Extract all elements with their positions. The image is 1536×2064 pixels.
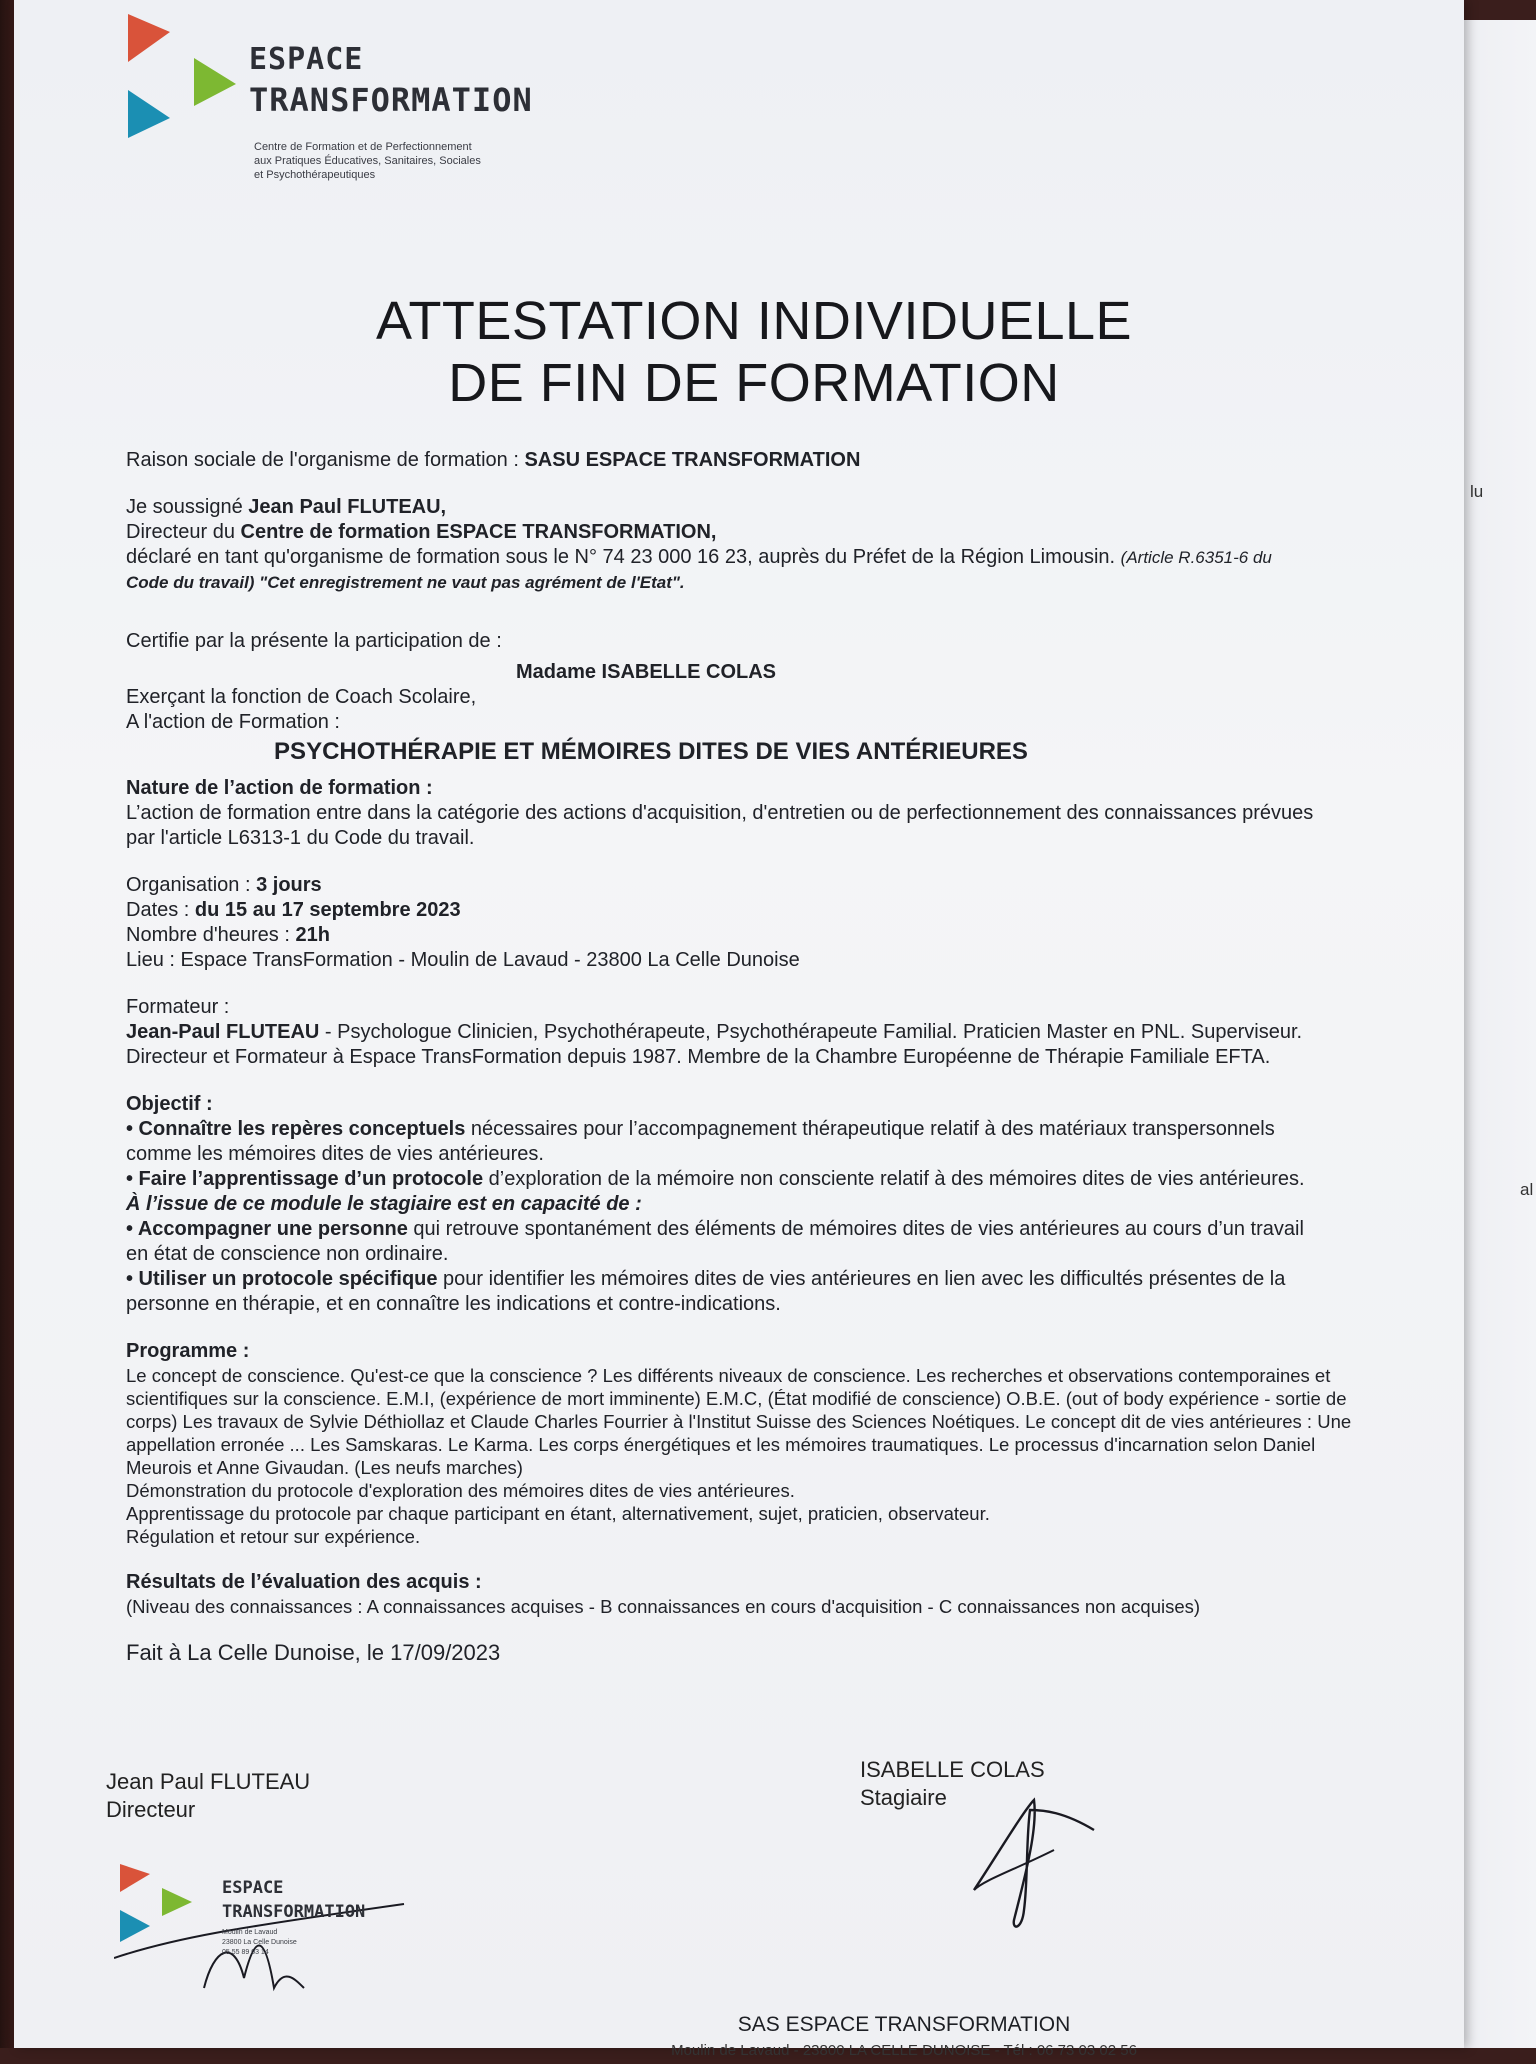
action-label: A l'action de Formation : <box>126 711 340 733</box>
nature-label: Nature de l’action de formation : <box>126 777 433 799</box>
brand-name: ESPACE TRANSFORMATION <box>249 42 533 119</box>
formateur-label: Formateur : <box>126 996 230 1018</box>
raison-sociale: Raison sociale de l'organisme de formation : SASU ESPACE TRANSFORMATION <box>126 449 861 471</box>
formateur-line: Jean-Paul FLUTEAU - Psychologue Clinicien, Psychothérapeute, Psychothérapeute Familial. Praticien Master en PNL. Superviseur. <box>126 1021 1303 1043</box>
next-page-fragment: al <box>1520 1180 1534 1199</box>
programme-text: Le concept de conscience. Qu'est-ce que la conscience ? Les différents niveaux de conscience. Les recherches et observations contemporaines et scientifiques sur la conscience. E.M.I, (expérience de mort imminente) E.M.C, (État modifié de conscience) O.B.E. (out of body expérience - sortie de corps) Les travaux de Sylvie Déthiollaz et Claude Charles Fourrier à l'Institut Suisse des Sciences Noétiques. Le concept dit de vies antérieures : Une appellation erronée ... Les Samskaras. Le Karma. Les corps énergétiques et les mémoires traumatiques. Le processus d'incarnation selon Daniel Meurois et Anne Givaudan. (Les neufs marches) Démonstration du protocole d'exploration des mémoires dites de vies antérieures. Apprentissage du protocole par chaque participant en étant, alternativement, sujet, praticien, observateur. Régulation et retour sur expérience. <box>126 1365 1352 1547</box>
resultats-label: Résultats de l’évaluation des acquis : <box>126 1571 482 1593</box>
declarant-line: déclaré en tant qu'organisme de formation sous le N° 74 23 000 16 23, auprès du Préfet de la Région Limousin. (Article R.6351-6 du <box>126 546 1272 568</box>
objectif-item: personne en thérapie, et en connaître les indications et contre-indications. <box>126 1293 781 1315</box>
objectif-item: • Connaître les repères conceptuels nécessaires pour l’accompagnement thérapeutique relatif à des matériaux transpersonnels <box>126 1118 1275 1140</box>
programme-label: Programme : <box>126 1340 250 1362</box>
certifie-label: Certifie par la présente la participation de : <box>126 630 502 652</box>
document-page <box>14 0 1464 2059</box>
nombre-heures: Nombre d'heures : 21h <box>126 924 330 946</box>
next-page-fragment: lu <box>1470 482 1484 501</box>
organisation: Organisation : 3 jours <box>126 874 322 896</box>
objectif-item: en état de conscience non ordinaire. <box>126 1243 449 1265</box>
dates: Dates : du 15 au 17 septembre 2023 <box>126 899 461 921</box>
declarant-line: Directeur du Centre de formation ESPACE TRANSFORMATION, <box>126 521 717 543</box>
objectif-issue: À l’issue de ce module le stagiaire est en capacité de : <box>126 1193 642 1215</box>
stagiaire-signature <box>954 1790 1114 1940</box>
lieu: Lieu : Espace TransFormation - Moulin de Lavaud - 23800 La Celle Dunoise <box>126 949 800 971</box>
objectif-item: • Utiliser un protocole spécifique pour identifier les mémoires dites de vies antérieures en lien avec les difficultés présentes de la <box>126 1268 1286 1290</box>
brand-subtitle: Centre de Formation et de Perfectionnement aux Pratiques Éducatives, Sanitaires, Sociales et Psychothérapeutiques <box>254 141 481 181</box>
document-body <box>126 448 1506 1665</box>
formateur-line: Directeur et Formateur à Espace TransFormation depuis 1987. Membre de la Chambre Européenne de Thérapie Familiale EFTA. <box>126 1046 1271 1068</box>
stamp-address: Moulin de Lavaud 23800 La Celle Dunoise 05 55 89 03 14 <box>222 1929 297 1956</box>
objectif-label: Objectif : <box>126 1093 213 1115</box>
nature-text: L’action de formation entre dans la catégorie des actions d'acquisition, d'entretien ou de perfectionnement des connaissances prévues <box>126 802 1314 824</box>
participant-name: Madame ISABELLE COLAS <box>515 661 777 683</box>
declarant-line: Je soussigné Jean Paul FLUTEAU, <box>126 496 447 518</box>
fait-a: Fait à La Celle Dunoise, le 17/09/2023 <box>126 1640 501 1665</box>
action-title: PSYCHOTHÉRAPIE ET MÉMOIRES DITES DE VIES ANTÉRIEURES <box>274 738 1028 765</box>
declarant-line: Code du travail) "Cet enregistrement ne vaut pas agrément de l'Etat". <box>126 573 685 592</box>
resultats-text: (Niveau des connaissances : A connaissances acquises - B connaissances en cours d'acquisition - C connaissances non acquises) <box>126 1596 1201 1617</box>
document-title: ATTESTATION INDIVIDUELLE DE FIN DE FORMATION <box>375 291 1133 413</box>
signature-director: Jean Paul FLUTEAU Directeur <box>106 1769 311 1822</box>
signature-stagiaire: ISABELLE COLAS Stagiaire <box>860 1757 1045 1810</box>
participant-fonction: Exerçant la fonction de Coach Scolaire, <box>126 686 477 708</box>
nature-text: par l'article L6313-1 du Code du travail. <box>126 827 475 849</box>
objectif-item: comme les mémoires dites de vies antérieures. <box>126 1143 544 1165</box>
footer: SAS ESPACE TRANSFORMATION Moulin de Lavaud - 23800 LA CELLE DUNOISE - Tél : 06 73 03 02 56 <box>671 2013 1137 2059</box>
stamp-brand: ESPACE TRANSFORMATION <box>222 1878 366 1922</box>
objectif-item: • Accompagner une personne qui retrouve spontanément des éléments de mémoires dites de vies antérieures au cours d’un travail <box>126 1218 1304 1240</box>
objectif-item: • Faire l’apprentissage d’un protocole d’exploration de la mémoire non consciente relatif à des mémoires dites de vies antérieures. <box>126 1168 1305 1190</box>
